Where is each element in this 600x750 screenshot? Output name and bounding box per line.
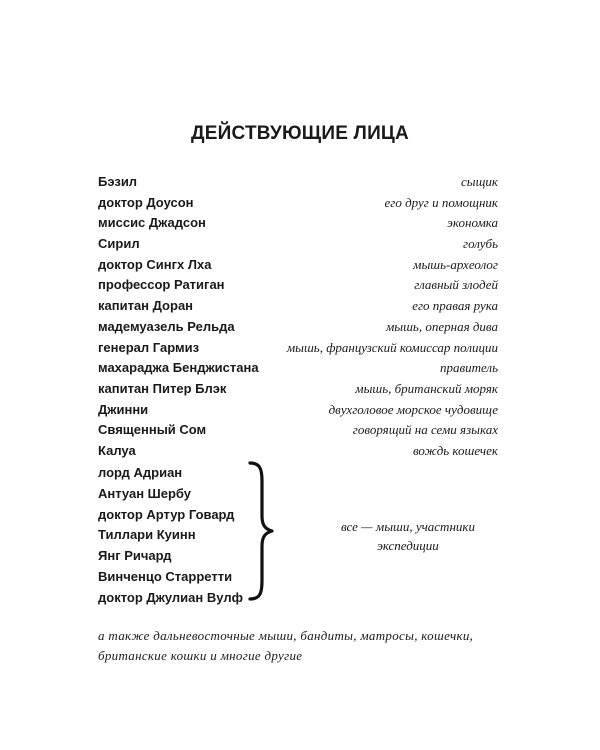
cast-row [98,381,498,402]
character-name: доктор Сингх Лха [98,256,212,272]
cast-row [98,215,498,236]
expedition-member-name: Янг Ричард [98,548,172,564]
character-name: Джинни [98,401,149,417]
expedition-member-name: Винченцо Старретти [98,568,233,584]
character-role: двухголовое морское чудовище [328,401,498,417]
character-name: миссис Джадсон [98,215,206,231]
cast-row [98,174,498,195]
cast-row [98,422,498,443]
page-title: ДЕЙСТВУЮЩИЕ ЛИЦА [191,123,409,144]
expedition-member-name: Тиллари Куинн [98,527,196,543]
expedition-label-line: все — мыши, участники [341,519,475,534]
expedition-member-name: лорд Адриан [98,465,183,480]
character-role: мышь-археолог [413,256,498,272]
character-name: махараджа Бенджистана [98,360,259,376]
expedition-member-name: Антуан Шербу [98,485,192,501]
character-role: экономка [447,215,498,231]
character-role: правитель [439,360,498,376]
character-name: капитан Доран [98,298,194,314]
cast-row [98,443,498,464]
curly-brace-icon [246,461,276,601]
character-role: сыщик [461,174,498,189]
cast-row [98,360,498,381]
cast-row [98,236,498,257]
character-name: профессор Ратиган [98,277,225,293]
character-name: мадемуазель Рельда [98,318,235,334]
character-role: мышь, оперная дива [386,318,498,334]
cast-row [98,402,498,423]
character-role: вождь кошечек [412,442,498,458]
cast-list [98,174,498,464]
cast-row [98,195,498,216]
expedition-member-row [98,486,498,507]
character-role: говорящий на семи языках [352,422,498,438]
cast-row [98,298,498,319]
character-role: главный злодей [414,277,498,293]
character-name: капитан Питер Блэк [98,380,227,396]
cast-row [98,319,498,340]
cast-row [98,277,498,298]
character-role: голубь [463,236,498,252]
expedition-member-name: доктор Джулиан Вулф [98,589,243,605]
cast-row [98,340,498,361]
expedition-label-line: экспедиции [377,538,439,553]
character-name: доктор Доусон [98,194,194,210]
footer-note: а также дальневосточные мыши, бандиты, матросы, кошечки, британские кошки и многие другие [98,628,474,663]
character-name: Сирил [98,236,140,252]
character-role: его правая рука [412,298,498,314]
character-role: мышь, британский моряк [355,380,498,396]
character-role: мышь, французский комиссар полиции [286,339,498,355]
character-role: его друг и помощник [384,194,498,210]
expedition-member-row [98,590,498,611]
character-name: генерал Гармиз [98,339,200,355]
expedition-member-row [98,465,498,486]
expedition-group [98,465,498,615]
expedition-label [318,517,498,555]
expedition-member-name: доктор Артур Говард [98,506,235,522]
cast-row [98,257,498,278]
character-name: Калуа [98,442,136,458]
character-name: Священный Сом [98,422,207,438]
character-name: Бэзил [98,174,138,189]
expedition-member-row [98,569,498,590]
